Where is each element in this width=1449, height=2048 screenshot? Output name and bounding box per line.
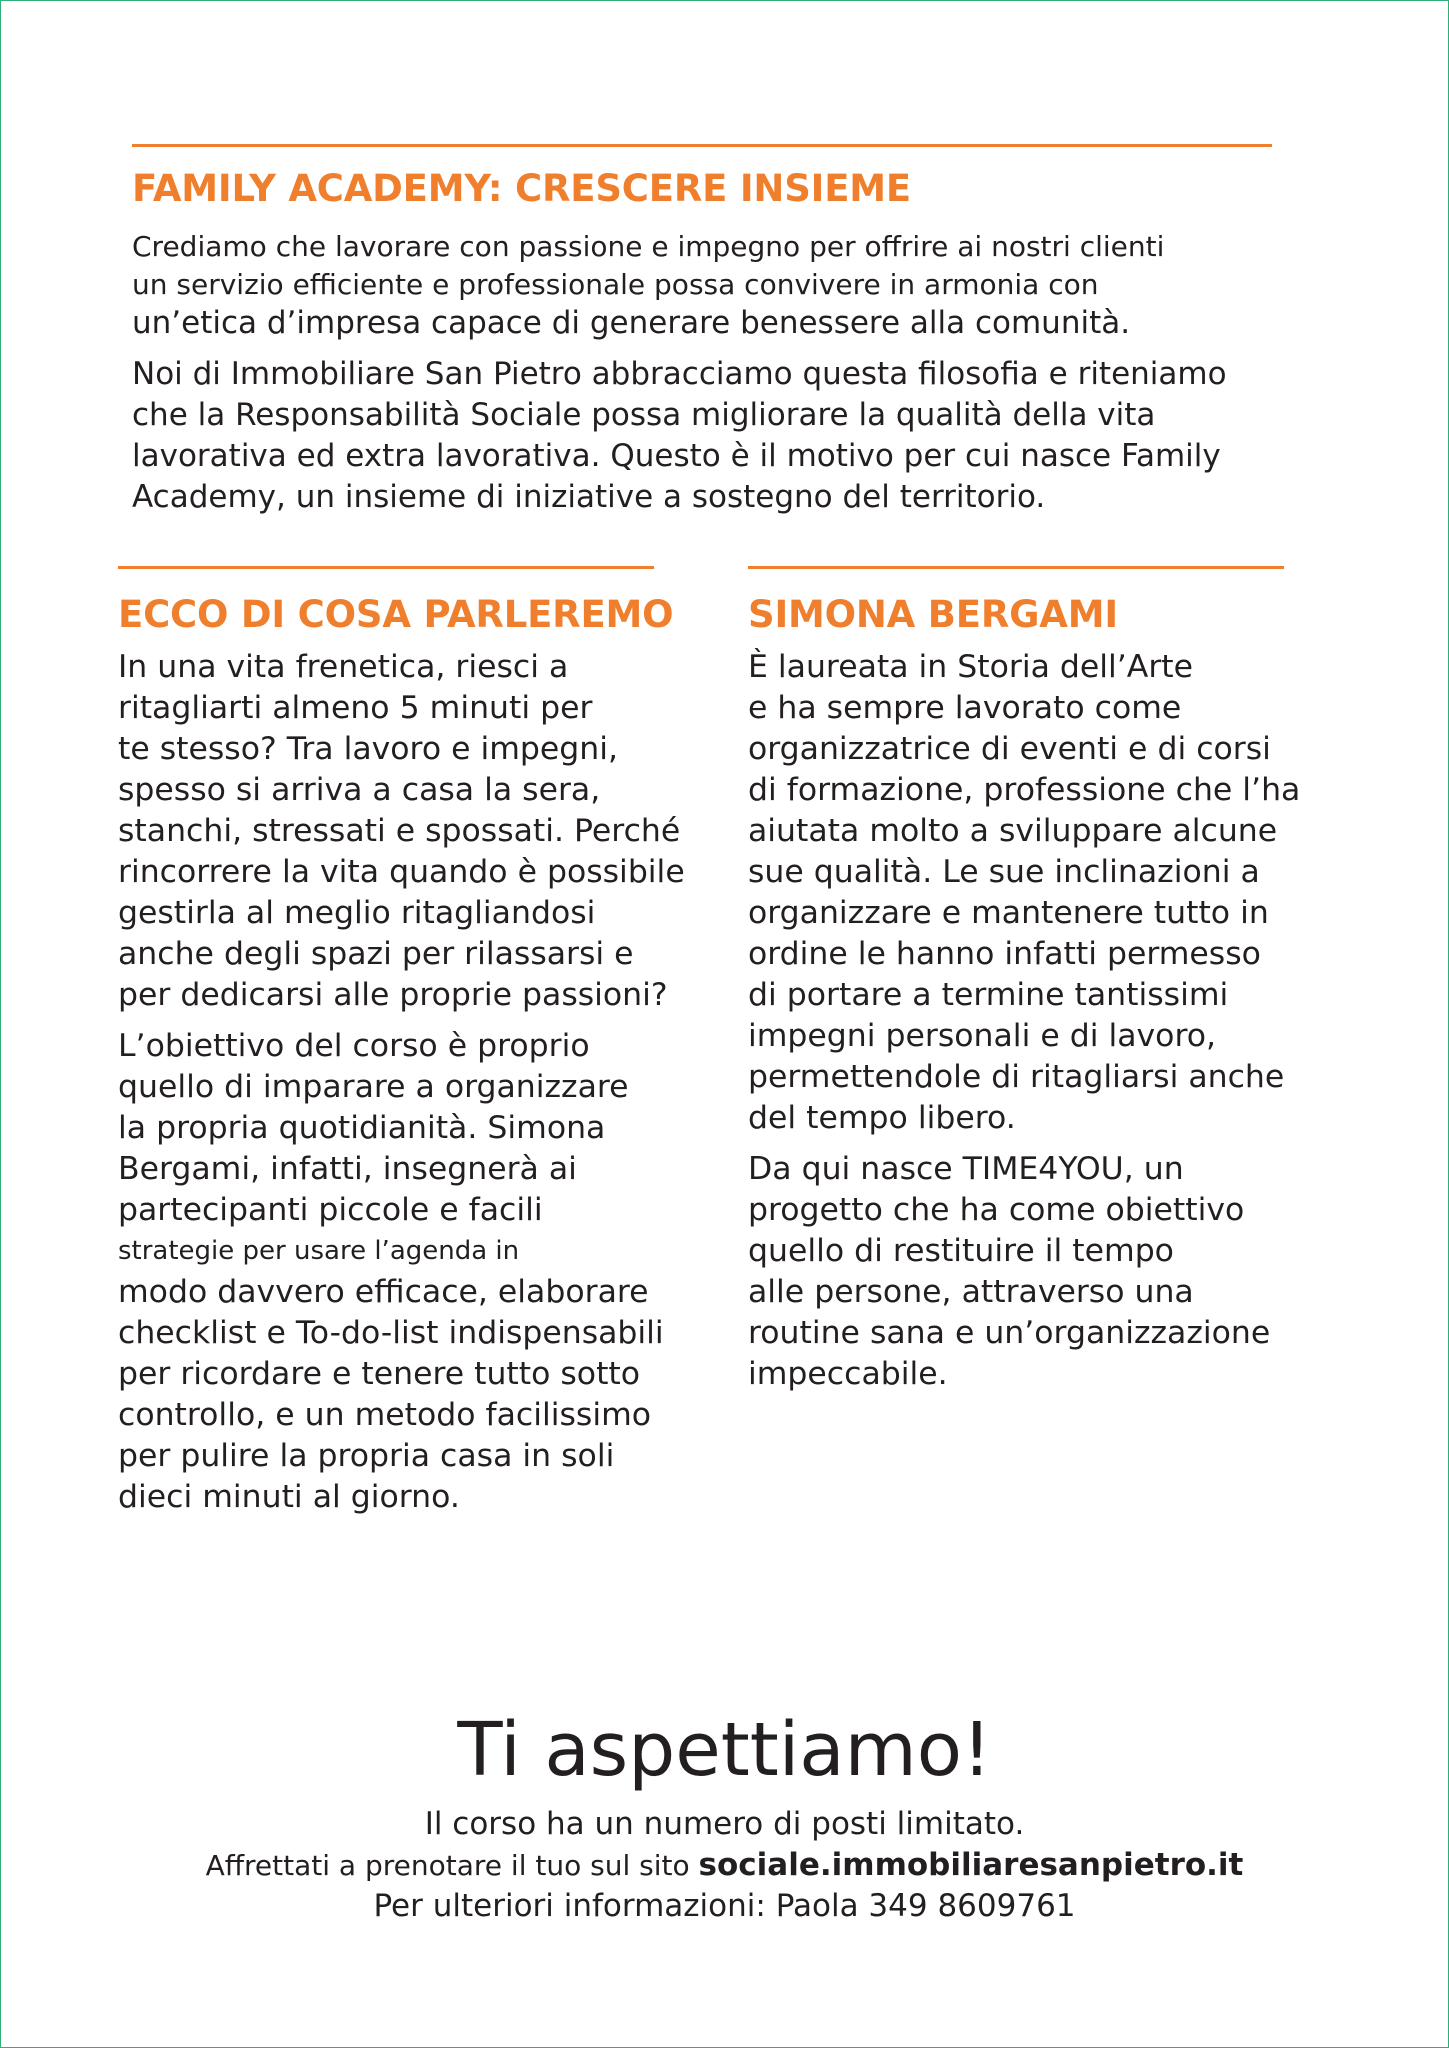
text-line: ordine le hanno infatti permesso	[748, 936, 1261, 972]
text-line: permettendole di ritagliarsi anche	[748, 1059, 1285, 1095]
left-paragraph-2	[118, 1026, 664, 1518]
section-title-ecco-di-cosa-parleremo: ECCO DI COSA PARLEREMO	[118, 593, 674, 636]
text-line: Crediamo che lavorare con passione e impegno per offrire ai nostri clienti	[132, 230, 1165, 263]
text-line: te stesso? Tra lavoro e impegni,	[118, 731, 619, 767]
booking-text	[0, 1845, 1449, 1886]
text-line: organizzatrice di eventi e di corsi	[748, 731, 1271, 767]
text-line: e ha sempre lavorato come	[748, 690, 1182, 726]
booking-prefix: Affrettati a prenotare il tuo sul sito	[205, 1849, 699, 1882]
text-line: per pulire la propria casa in soli	[118, 1438, 615, 1474]
text-line: del tempo libero.	[748, 1100, 1016, 1136]
section-title-simona-bergami: SIMONA BERGAMI	[748, 593, 1118, 636]
text-line: stanchi, stressati e spossati. Perché	[118, 813, 681, 849]
text-line: partecipanti piccole e facili	[118, 1192, 543, 1228]
text-line: In una vita frenetica, riesci a	[118, 649, 569, 685]
text-line: alle persone, attraverso una	[748, 1274, 1194, 1310]
text-line: quello di restituire il tempo	[748, 1233, 1174, 1269]
text-line: gestirla al meglio ritagliandosi	[118, 895, 596, 931]
website-link[interactable]: sociale.immobiliaresanpietro.it	[698, 1847, 1244, 1883]
text-line: per ricordare e tenere tutto sotto	[118, 1356, 641, 1392]
text-line: Noi di Immobiliare San Pietro abbracciamo questa filosofia e riteniamo	[132, 356, 1227, 392]
text-line: routine sana e un’organizzazione	[748, 1315, 1271, 1351]
text-line: aiutata molto a sviluppare alcune	[748, 813, 1278, 849]
text-line: È laureata in Storia dell’Arte	[748, 649, 1194, 685]
text-line: anche degli spazi per rilassarsi e	[118, 936, 634, 972]
text-line: sue qualità. Le sue inclinazioni a	[748, 854, 1260, 890]
text-line: organizzare e mantenere tutto in	[748, 895, 1269, 931]
text-line: quello di imparare a organizzare	[118, 1069, 629, 1105]
intro-paragraph-2	[132, 354, 1227, 518]
closing-title: Ti aspettiamo!	[457, 1707, 992, 1793]
text-line: Bergami, infatti, insegnerà ai	[118, 1151, 577, 1187]
text-line: rincorrere la vita quando è possibile	[118, 854, 685, 890]
text-line: strategie per usare l’agenda in	[118, 1236, 520, 1266]
right-paragraph-1	[748, 647, 1300, 1139]
text-line: la propria quotidianità. Simona	[118, 1110, 606, 1146]
right-paragraph-2	[748, 1149, 1270, 1395]
text-line: Da qui nasce TIME4YOU, un	[748, 1151, 1184, 1187]
text-line: un servizio efficiente e professionale possa convivere in armonia con	[132, 268, 1099, 301]
course-limit-text: Il corso ha un numero di posti limitato.	[424, 1806, 1025, 1842]
text-line: spesso si arriva a casa la sera,	[118, 772, 601, 808]
text-line: di portare a termine tantissimi	[748, 977, 1229, 1013]
text-line: impeccabile.	[748, 1356, 948, 1392]
contact-text: Per ulteriori informazioni: Paola 349 8609761	[373, 1888, 1076, 1924]
text-line: dieci minuti al giorno.	[118, 1479, 460, 1515]
text-line: di formazione, professione che l’ha	[748, 772, 1301, 808]
text-line: un’etica d’impresa capace di generare benessere alla comunità.	[132, 305, 1131, 341]
text-line: progetto che ha come obiettivo	[748, 1192, 1245, 1228]
closing-info	[0, 1804, 1449, 1927]
text-line: Academy, un insieme di iniziative a sostegno del territorio.	[132, 479, 1046, 515]
intro-paragraph-1	[132, 228, 1164, 342]
left-paragraph-1	[118, 647, 685, 1016]
divider-line	[132, 144, 1272, 147]
divider-line	[748, 566, 1284, 569]
text-line: impegni personali e di lavoro,	[748, 1018, 1216, 1054]
text-line: ritagliarti almeno 5 minuti per	[118, 690, 593, 726]
text-line: modo davvero efficace, elaborare	[118, 1274, 649, 1310]
text-line: per dedicarsi alle proprie passioni?	[118, 977, 668, 1013]
text-line: che la Responsabilità Sociale possa migliorare la qualità della vita	[132, 397, 1156, 433]
text-line: checklist e To-do-list indispensabili	[118, 1315, 664, 1351]
text-line: controllo, e un metodo facilissimo	[118, 1397, 652, 1433]
divider-line	[118, 566, 654, 569]
text-line: L’obiettivo del corso è proprio	[118, 1028, 590, 1064]
section-title-family-academy: FAMILY ACADEMY: CRESCERE INSIEME	[132, 167, 911, 210]
text-line: lavorativa ed extra lavorativa. Questo è il motivo per cui nasce Family	[132, 438, 1221, 474]
